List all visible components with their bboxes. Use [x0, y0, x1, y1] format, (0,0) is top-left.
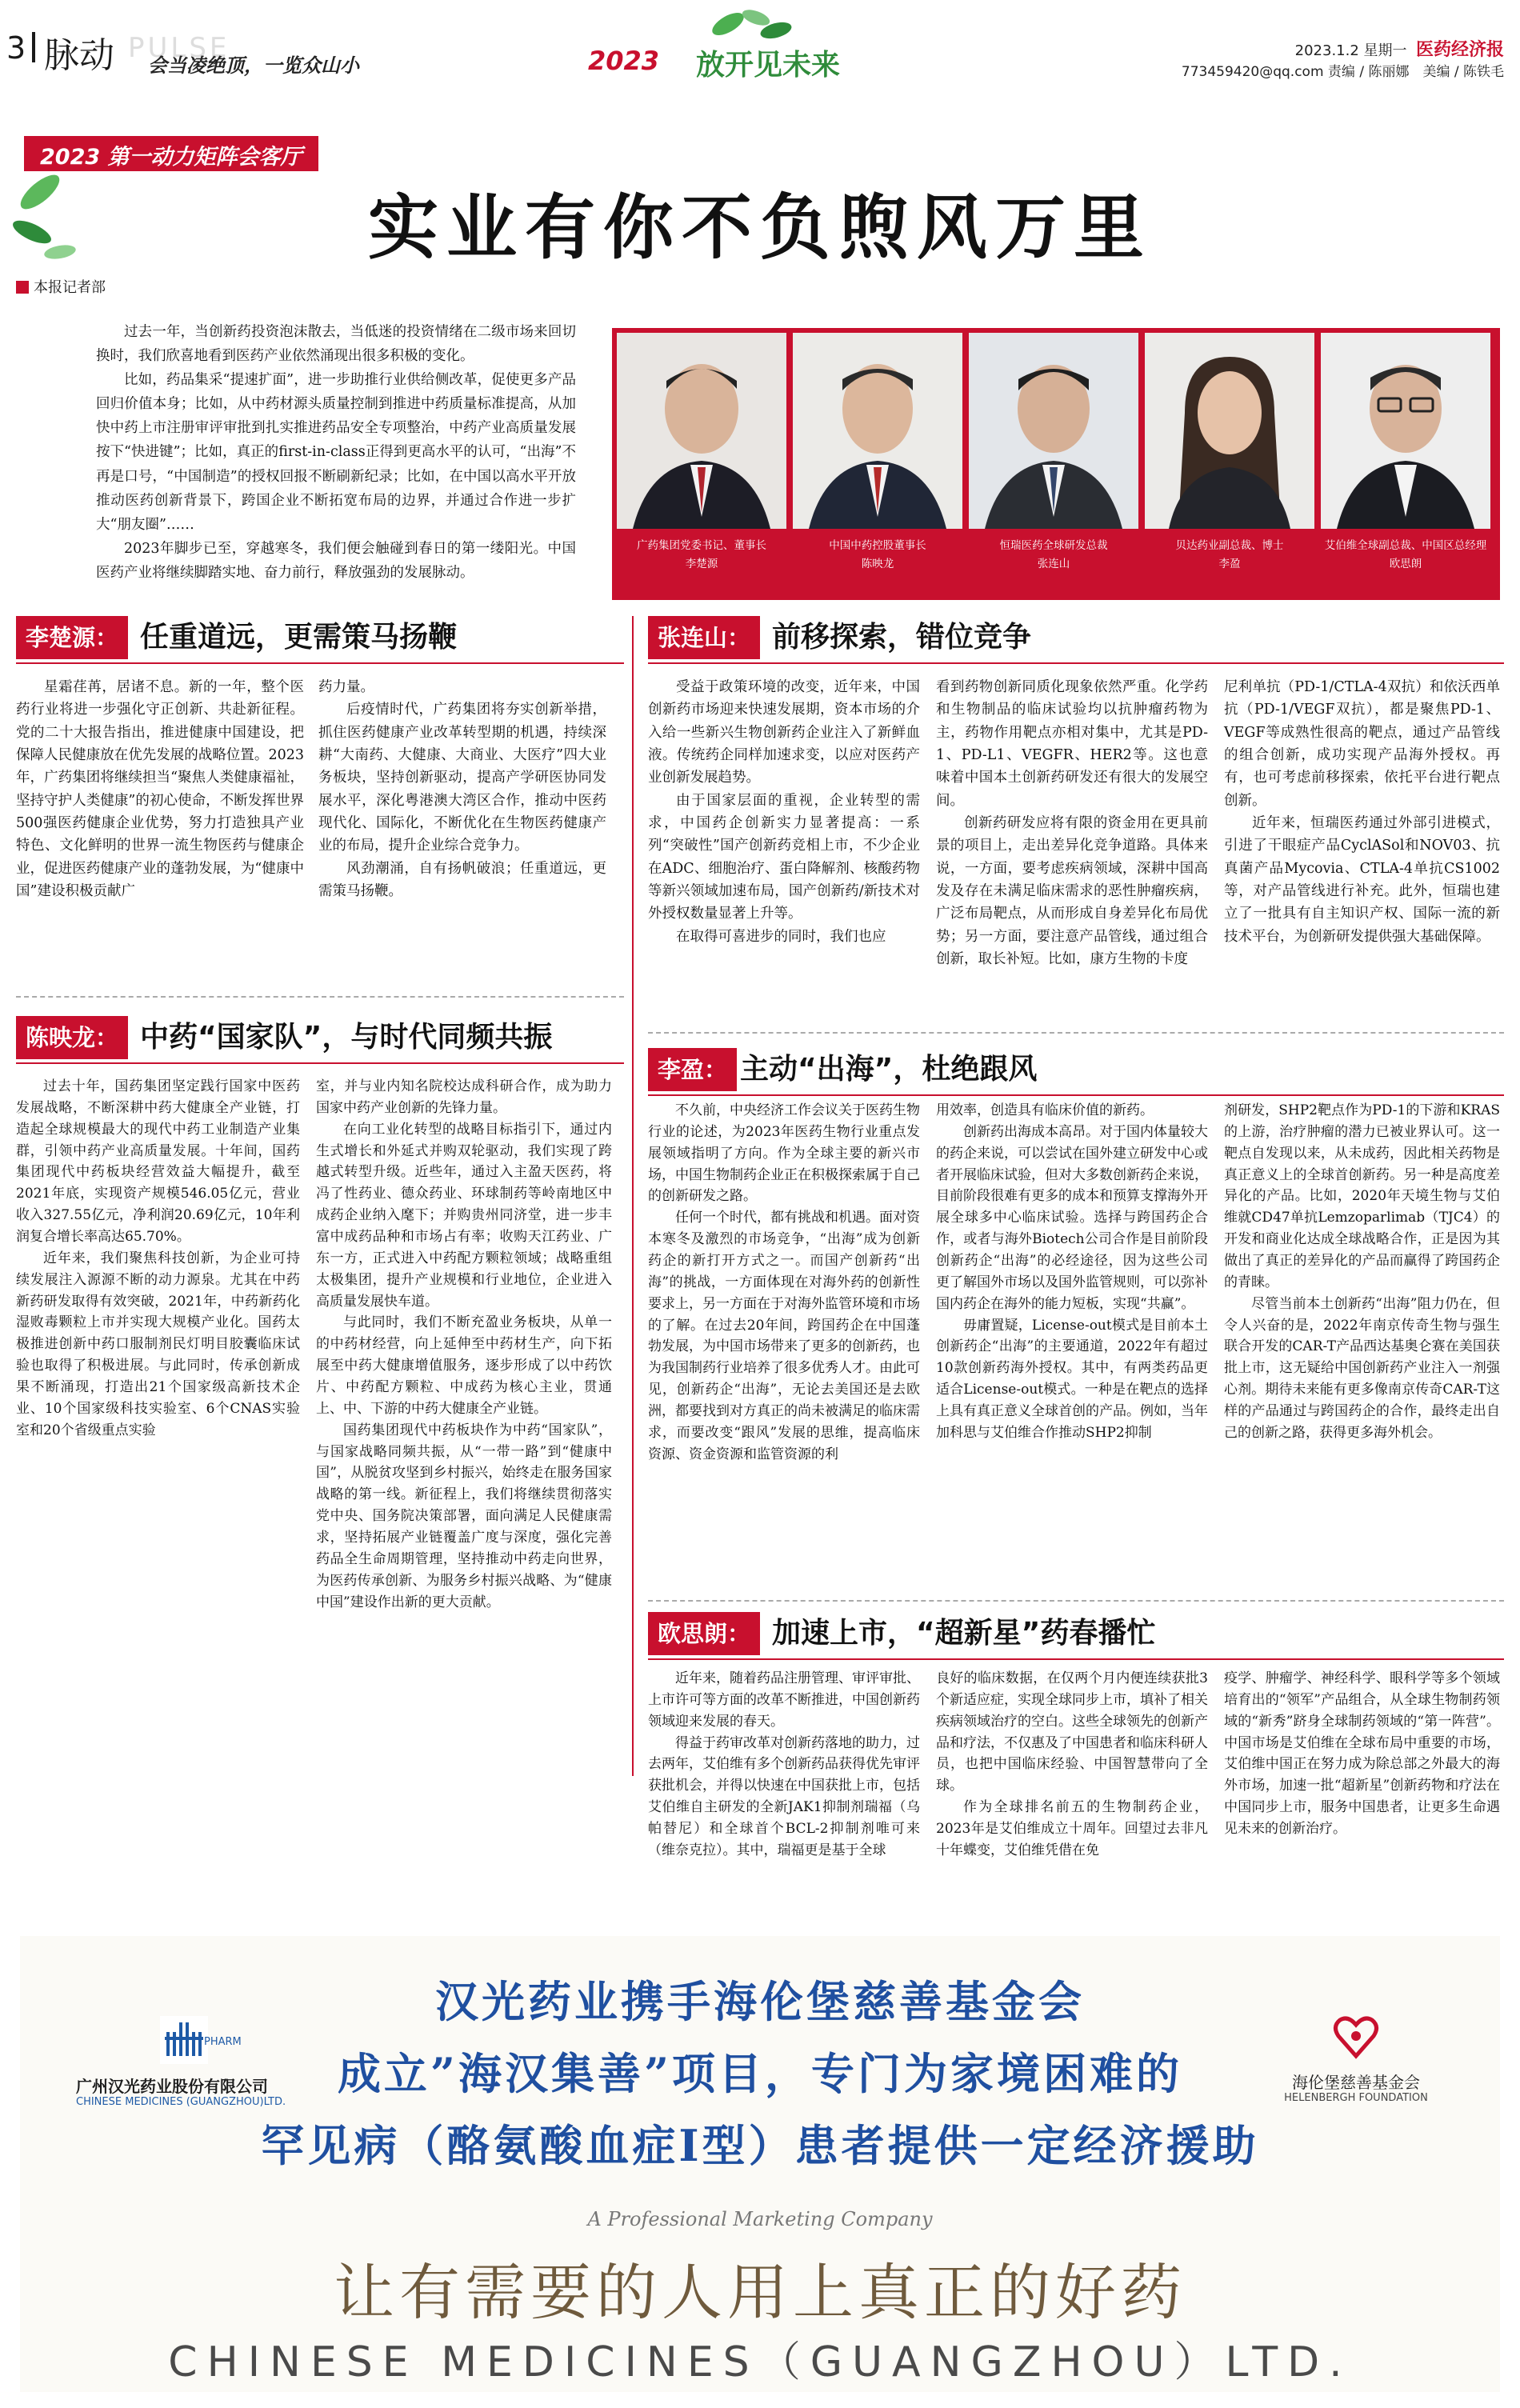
- issue-meta: [1295, 36, 1504, 61]
- section-speaker: 张连山：: [648, 616, 760, 659]
- article-column: [16, 676, 304, 964]
- section-title: 前移探索，错位竞争: [772, 621, 1032, 654]
- article-paragraph: 过去十年，国药集团坚定践行国家中医药发展战略，不断深耕中药大健康全产业链，打造起全球规模最大的现代中药工业制造产业集群，引领中药产业高质量发展。十年间，国药集团现代中药板块经营效益大幅提升，截至2021年底，实现资产规模546.05亿元，营业收入327.55亿元，净利润20.69亿元，10年利润复合增长率高达65.70%。: [16, 1078, 300, 1246]
- article-paragraph: 用效率，创造具有临床价值的新药。: [936, 1102, 1154, 1118]
- article-paragraph: 创新药研发应将有限的资金用在更具前景的项目上，走出差异化竞争道路。具体来说，一方面，要考虑疾病领域，深耕中国高发及存在未满足临床需求的恶性肿瘤疾病，广泛布局靶点，从而形成自身差异化布局优势；另一方面，要注意产品管线，通过组合创新，取长补短。比如，康方生物的卡度: [936, 815, 1208, 968]
- article-column: [1224, 676, 1500, 1004]
- section-heading-zhang: [648, 616, 1504, 659]
- article-paragraph: 疫学、肿瘤学、神经科学、眼科学等多个领域培育出的“领军”产品组合，从全球生物制药领域的“新秀”跻身全球制药领域的“第一阵营”。中国市场是艾伯维在全球布局中重要的市场，艾伯维中国正在努力成为除总部之外最大的海外市场，加速一批“超新星”创新药物和疗法在中国同步上市，服务中国患者，让更多生命遇见未来的创新治疗。: [1224, 1670, 1500, 1838]
- article-paragraph: 星霜荏苒，居诸不息。新的一年，整个医药行业将进一步强化守正创新、共赴新征程。党的二十大报告指出，推进健康中国建设，把保障人民健康放在优先发展的战略位置。2023年，广药集团将继续担当“聚焦人类健康福祉，坚持守护人类健康”的初心使命，不断发挥世界500强医药健康企业优势，努力打造独具产业特色、文化鲜明的世界一流生物医药与健康企业，促进医药健康产业的蓬勃发展，为“健康中国”建设积极贡献广: [16, 679, 304, 900]
- ad-script-tagline: A Professional Marketing Company: [587, 2208, 933, 2230]
- article-paragraph: 药力量。: [318, 679, 374, 695]
- article-paragraph: 在向工业化转型的战略目标指引下，通过内生式增长和外延式并购双轮驱动，我们实现了跨越式转型升级。近些年，通过入主盈天医药，将冯了性药业、德众药业、环球制药等岭南地区中成药企业纳入麾下；并购贵州同济堂，进一步丰富中成药品种和市场占有率；收购天江药业、广东一方，正式进入中药配方颗粒领域；战略重组太极集团，提升产业规模和行业地位，企业进入高质量发展快车道。: [316, 1121, 612, 1310]
- section-name-en: PULSE: [128, 32, 230, 64]
- portrait-li-chuyuan: [617, 333, 786, 595]
- portrait-caption-title: 贝达药业副总裁、博士: [1175, 539, 1284, 552]
- article-column: [936, 1668, 1208, 1916]
- paper-name: 医药经济报: [1415, 39, 1504, 60]
- portrait-caption-title: 恒瑞医药全球研发总裁: [999, 539, 1108, 552]
- column-divider: [632, 616, 634, 1776]
- section-divider: [648, 1032, 1504, 1034]
- article-paragraph: 看到药物创新同质化现象依然严重。化学药和生物制品的临床试验均以抗肿瘤药物为主，药物作用靶点亦相对集中，尤其是PD-1、PD-L1、VEGFR、HER2等。这也意味着中国本土创新药研发还有很大的发展空间。: [936, 679, 1208, 809]
- foundation-name-en: HELENBERGH FOUNDATION: [1284, 2092, 1428, 2104]
- reporter-name: 本报记者部: [34, 279, 106, 296]
- section-rule: [16, 1062, 624, 1064]
- section-rule: [16, 662, 624, 664]
- portrait-panel: [612, 328, 1500, 600]
- article-paragraph: 毋庸置疑，License-out模式是目前本土创新药企“出海”的主要通道，2022年有超过10款创新药海外授权。其中，有两类药品更适合License-out模式。一种是在靶点的选择上具有真正意义全球首创的产品。例如，当年加科思与艾伯维合作推动SHP2抑制: [936, 1317, 1208, 1441]
- article-paragraph: 良好的临床数据，在仅两个月内便连续获批3个新适应症，实现全球同步上市，填补了相关疾病领域治疗的空白。这些全球领先的创新产品和疗法，不仅惠及了中国患者和临床科研人员，也把中国临床经验、中国智慧带向了全球。: [936, 1670, 1208, 1794]
- section-title: 中药“国家队”，与时代同频共振: [140, 1021, 553, 1054]
- page-header: [0, 0, 1520, 84]
- portrait-chen-yinglong: [793, 333, 962, 595]
- section-speaker: 李盈：: [648, 1048, 737, 1091]
- article-paragraph: 剂研发，SHP2靶点作为PD-1的下游和KRAS的上游，治疗肿瘤的潜力已被业界认可。这一靶点自发现以来，从未成药，因此相关药物是真正意义上的全球首创新药。另一种是高度差异化的产品。比如，2020年天境生物与艾伯维就CD47单抗Lemzoparlimab（TJC4）的开发和商业化达成全球战略合作，正是因为其做出了真正的差异化的产品而赢得了跨国药企的青睐。: [1224, 1102, 1500, 1290]
- company-name-cn: 广州汉光药业股份有限公司: [76, 2077, 268, 2096]
- banner-year: 2023: [588, 46, 660, 76]
- section-heading-liying: [648, 1048, 1504, 1091]
- article-paragraph: 任何一个时代，都有挑战和机遇。面对资本寒冬及激烈的市场竞争，“出海”成为创新药企的新打开方式之一。而国产创新药“出海”的挑战，一方面体现在对海外药的创新性要求上，另一方面在于对海外监管环境和市场的了解。在过去20年间，跨国药企在中国蓬勃发展，为中国市场带来了更多的创新药，也为我国制药行业培养了很多优秀人才。由此可见，创新药企“出海”，无论去美国还是去欧洲，都要找到对方真正的尚未被满足的临床需求，而要改变“跟风”发展的思维，提高临床资源、资金资源和监管资源的利: [648, 1210, 920, 1462]
- article-column: [648, 676, 920, 1004]
- section-speaker: 李楚源：: [16, 616, 128, 659]
- header-slogan: 会当凌绝顶，一览众山小: [148, 54, 359, 77]
- article-paragraph: 与此同时，我们不断充盈业务板块，从单一的中药材经营，向上延伸至中药材生产，向下拓展至中药大健康增值服务，逐步形成了以中药饮片、中药配方颗粒、中成药为核心主业，贯通上、中、下游的中药大健康全产业链。: [316, 1314, 612, 1417]
- page-title: 实业有你不负煦风万里: [367, 186, 1152, 269]
- section-title: 加速上市，“超新星”药春播忙: [772, 1617, 1156, 1650]
- section-divider: [16, 996, 624, 998]
- section-title: 主动“出海”，杜绝跟风: [740, 1053, 1038, 1086]
- article-paragraph: 风劲潮涌，自有扬帆破浪；任重道远，更需策马扬鞭。: [318, 860, 606, 900]
- article-paragraph: 近年来，我们聚焦科技创新，为企业可持续发展注入源源不断的动力源泉。尤其在中药新药研发取得有效突破，2021年，中药新药化湿败毒颗粒上市并实现大规模产业化。国药太极推进创新中药口服制剂民灯明目胶囊临床试验也取得了积极进展。与此同时，传承创新成果不断涌现，打造出21个国家级高新技术企业、10个国家级科技实验室、6个CNAS实验室和20个省级重点实验: [16, 1250, 300, 1438]
- portrait-photo: [969, 333, 1138, 529]
- section-rule: [648, 1658, 1504, 1660]
- header-divider: [32, 32, 35, 62]
- company-name-en-small: CHINESE MEDICINES (GUANGZHOU)LTD.: [76, 2096, 286, 2108]
- article-column: [936, 1100, 1208, 1620]
- section-title: 任重道远，更需策马扬鞭: [140, 621, 458, 654]
- article-paragraph: 尽管当前本土创新药“出海”阻力仍在，但令人兴奋的是，2022年南京传奇生物与强生联合开发的CAR-T产品西达基奥仑赛在美国获批上市，这无疑给中国创新药产业注入一剂强心剂。期待未来能有更多像南京传奇CAR-T这样的产品通过与跨国药企的合作，最终走出自己的创新之路，获得更多海外机会。: [1224, 1295, 1500, 1441]
- column-label: 2023 第一动力矩阵会客厅: [24, 136, 318, 171]
- article-paragraph: 近年来，恒瑞医药通过外部引进模式，引进了干眼症产品CyclASol和NOV03、抗真菌产品Mycovia、CTLA-4单抗CS1002等，对产品管线进行补充。此外，恒瑞也建立了一批具有自主知识产权、国际一流的新技术平台，为创新研发提供强大基础保障。: [1224, 815, 1500, 945]
- byline-marker-icon: [16, 281, 29, 294]
- section-rule: [648, 662, 1504, 664]
- portrait-photo: [793, 333, 962, 529]
- ad-headline: 成立”海汉集善”项目，专门为家境困难的: [337, 2048, 1183, 2099]
- section-rule: [648, 1094, 1504, 1096]
- intro-paragraph: 比如，药品集采“提速扩面”，进一步助推行业供给侧改革，促使更多产品回归价值本身；比如，从中药材源头质量控制到推进中药质量标准提高，从加快中药上市注册审评审批到扎实推进药品安全专项整治，中药产业高质量发展按下“快进键”；比如，真正的first-in-class正得到更高水平的认可，“出海”不再是口号，“中国制造”的授权回报不断刷新纪录；比如，在中国以高水平开放推动医药创新背景下，跨国企业不断拓宽布局的边界，并通过合作进一步扩大“朋友圈”……: [96, 372, 576, 533]
- section-heading-li: [16, 616, 624, 659]
- portrait-photo: [617, 333, 786, 529]
- pharm-mark: PHARM: [204, 2036, 242, 2048]
- page-number: 3: [6, 30, 26, 66]
- article-paragraph: 作为全球排名前五的生物制药企业，2023年是艾伯维成立十周年。回望过去非凡十年蝶变，艾伯维凭借在免: [936, 1799, 1208, 1858]
- article-column: [1224, 1100, 1500, 1620]
- ad-headline: 罕见病（酪氨酸血症I型）患者提供一定经济援助: [261, 2120, 1259, 2171]
- article-paragraph: 室，并与业内知名院校达成科研合作，成为助力国家中药产业创新的先锋力量。: [316, 1078, 612, 1116]
- article-column: [648, 1668, 920, 1916]
- company-name-en: CHINESE MEDICINES（GUANGZHOU）LTD.: [168, 2338, 1352, 2386]
- section-heading-ou: [648, 1612, 1504, 1655]
- article-paragraph: 近年来，随着药品注册管理、审评审批、上市许可等方面的改革不断推进，中国创新药领域迎来发展的春天。: [648, 1670, 920, 1730]
- portrait-caption-title: 艾伯维全球副总裁、中国区总经理: [1324, 539, 1487, 552]
- intro-paragraph: 过去一年，当创新药投资泡沫散去，当低迷的投资情绪在二级市场来回切换时，我们欣喜地看到医药产业依然涌现出很多积极的变化。: [96, 324, 576, 365]
- portrait-caption-title: 广药集团党委书记、董事长: [637, 539, 766, 552]
- advertisement: [20, 1936, 1500, 2392]
- article-paragraph: 得益于药审改革对创新药落地的助力，过去两年，艾伯维有多个创新药品获得优先审评获批机会，并得以快速在中国获批上市，包括艾伯维自主研发的全新JAK1抑制剂瑞福（乌帕替尼）和全球首个BCL-2抑制剂唯可来（维奈克拉）。其中，瑞福更是基于全球: [648, 1734, 920, 1858]
- portrait-photo: [1145, 333, 1314, 529]
- article-paragraph: 不久前，中央经济工作会议关于医药生物行业的论述，为2023年医药生物行业重点发展领域指明了方向。作为全球主要的新兴市场，中国生物制药企业正在积极探索属于自己的创新研发之路。: [648, 1102, 920, 1205]
- foundation-name-cn: 海伦堡慈善基金会: [1292, 2073, 1420, 2092]
- banner-tagline: 放开见未来: [696, 48, 841, 82]
- article-column: [316, 1076, 612, 1916]
- ad-slogan: 让有需要的人用上真正的好药: [334, 2257, 1186, 2328]
- portrait-photo: [1321, 333, 1490, 529]
- section-name: 脉动: [44, 35, 114, 76]
- portrait-caption-name: 张连山: [1037, 557, 1070, 570]
- article-column: [318, 676, 606, 964]
- intro-paragraph: 2023年脚步已至，穿越寒冬，我们便会触碰到春日的第一缕阳光。中国医药产业将继续脚踏实地、奋力前行，释放强劲的发展脉动。: [96, 540, 576, 581]
- ad-headline: 汉光药业携手海伦堡慈善基金会: [435, 1976, 1085, 2027]
- byline: [16, 276, 106, 297]
- portrait-zhang-lianshan: [969, 333, 1138, 595]
- issue-date: 2023.1.2 星期一: [1294, 42, 1407, 59]
- article-paragraph: 尼利单抗（PD-1/CTLA-4双抗）和依沃西单抗（PD-1/VEGF双抗），都是聚焦PD-1、VEGF等成熟性很高的靶点，通过产品管线的组合创新，成功实现产品海外授权。再有，也可考虑前移探索，依托平台进行靶点创新。: [1224, 679, 1500, 809]
- section-heading-chen: [16, 1016, 624, 1059]
- article-paragraph: 国药集团现代中药板块作为中药“国家队”，与国家战略同频共振，从“一带一路”到“健康中国”，从脱贫攻坚到乡村振兴，始终走在服务国家战略的第一线。新征程上，我们将继续贯彻落实党中央、国务院决策部署，面向满足人民健康需求，坚持拓展产业链覆盖广度与深度，强化完善药品全生命周期管理，坚持推动中药走向世界，为医药传承创新、为服务乡村振兴战略、为“健康中国”建设作出新的更大贡献。: [316, 1422, 612, 1610]
- intro-text: [96, 320, 576, 585]
- portrait-caption-name: 陈映龙: [861, 557, 894, 570]
- portrait-ou-silang: [1321, 333, 1490, 595]
- article-paragraph: 受益于政策环境的改变，近年来，中国创新药市场迎来快速发展期，资本市场的介入给一些新兴生物创新药企业注入了新鲜血液。传统药企同样加速求变，以应对医药产业创新发展趋势。: [648, 679, 920, 786]
- article-paragraph: 创新药出海成本高昂。对于国内体量较大的药企来说，可以尝试在国外建立研发中心或者开展临床试验，但对大多数创新药企来说，目前阶段很难有更多的成本和预算支撑海外开展全球多中心临床试验。选择与跨国药企合作，或者与海外Biotech公司合作是目前阶段创新药企“出海”的必经途径，因为这些公司更了解国外市场以及国外监管规则，可以弥补国内药企在海外的能力短板，实现“共赢”。: [936, 1123, 1208, 1312]
- portrait-caption-title: 中国中药控股董事长: [829, 539, 926, 552]
- section-speaker: 欧思朗：: [648, 1612, 760, 1655]
- portrait-li-ying: [1145, 333, 1314, 595]
- new-year-banner: [560, 28, 1008, 84]
- article-column: [16, 1076, 300, 1756]
- editor-credits: 773459420@qq.com 责编 / 陈丽娜 美编 / 陈铁毛: [1181, 64, 1504, 80]
- article-paragraph: 由于国家层面的重视，企业转型的需求，中国药企创新实力显著提高：一系列“突破性”国产创新药竞相上市，不少企业在ADC、细胞治疗、蛋白降解剂、核酸药物等新兴领域加速布局，国产创新药/新技术对外授权数量显著上升等。: [648, 792, 920, 922]
- article-paragraph: 后疫情时代，广药集团将夯实创新举措，抓住医药健康产业改革转型期的机遇，持续深耕“大南药、大健康、大商业、大医疗”四大业务板块，坚持创新驱动，提高产学研医协同发展水平，深化粤港澳大湾区合作，推动中医药现代化、国际化，不断优化在生物医药健康产业的布局，提升企业综合竞争力。: [318, 702, 606, 854]
- article-column: [1224, 1668, 1500, 1916]
- section-speaker: 陈映龙：: [16, 1016, 128, 1059]
- section-divider: [648, 1600, 1504, 1602]
- portrait-caption-name: 李楚源: [685, 557, 718, 570]
- article-column: [648, 1100, 920, 1620]
- article-paragraph: 在取得可喜进步的同时，我们也应: [676, 928, 886, 945]
- portrait-caption-name: 李盈: [1218, 557, 1241, 570]
- portrait-caption-name: 欧思朗: [1389, 557, 1422, 570]
- article-column: [936, 676, 1208, 1004]
